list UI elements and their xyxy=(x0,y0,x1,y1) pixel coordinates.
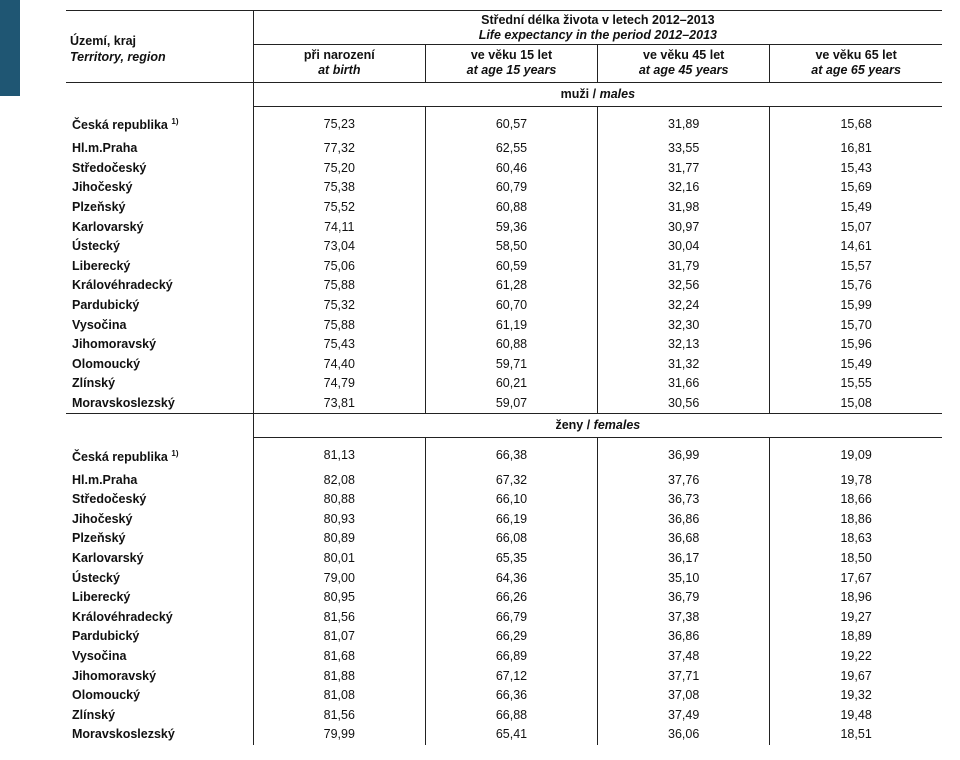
table-row xyxy=(66,217,942,237)
region-name-cell xyxy=(66,647,253,667)
value-cell: 66,10 xyxy=(425,490,597,510)
value-cell: 36,17 xyxy=(598,549,770,569)
value-cell: 31,66 xyxy=(598,374,770,394)
region-name-cell xyxy=(66,529,253,549)
value-cell: 19,48 xyxy=(770,705,942,725)
value-cell: 66,29 xyxy=(425,627,597,647)
value-cell: 79,99 xyxy=(253,725,425,745)
region-name-cell xyxy=(66,198,253,218)
region-name-cell xyxy=(66,276,253,296)
table-row xyxy=(66,529,942,549)
region-name-cell xyxy=(66,107,253,140)
value-cell: 75,38 xyxy=(253,178,425,198)
table-row xyxy=(66,588,942,608)
value-cell: 15,70 xyxy=(770,315,942,335)
table-title-en: Life expectancy in the period 2012–2013 xyxy=(478,28,717,42)
region-name: Pardubický xyxy=(72,629,140,644)
value-cell: 36,73 xyxy=(598,490,770,510)
region-name: Olomoucký xyxy=(72,356,141,371)
region-name: Karlovarský xyxy=(72,550,144,565)
value-cell: 19,27 xyxy=(770,607,942,627)
table-row xyxy=(66,647,942,667)
value-cell: 82,08 xyxy=(253,470,425,490)
region-name: Vysočina xyxy=(72,317,127,332)
value-cell: 73,04 xyxy=(253,237,425,257)
region-name-cell xyxy=(66,705,253,725)
slide-accent-bar xyxy=(0,0,20,96)
region-name: Liberecký xyxy=(72,590,131,605)
value-cell: 19,67 xyxy=(770,666,942,686)
value-cell: 32,13 xyxy=(598,335,770,355)
value-cell: 60,46 xyxy=(425,159,597,179)
value-cell: 15,49 xyxy=(770,355,942,375)
value-cell: 35,10 xyxy=(598,568,770,588)
value-cell: 60,57 xyxy=(425,107,597,140)
table-row xyxy=(66,335,942,355)
value-cell: 79,00 xyxy=(253,568,425,588)
table-row xyxy=(66,237,942,257)
region-name: Jihočeský xyxy=(72,180,133,195)
table-row xyxy=(66,374,942,394)
section-label-cz: muži xyxy=(560,87,590,101)
value-cell: 67,32 xyxy=(425,470,597,490)
region-name: Ústecký xyxy=(72,239,120,254)
value-cell: 15,08 xyxy=(770,394,942,414)
value-cell: 31,79 xyxy=(598,257,770,277)
table-row xyxy=(66,257,942,277)
value-cell: 80,01 xyxy=(253,549,425,569)
value-cell: 31,77 xyxy=(598,159,770,179)
column-header-cz: ve věku 65 let xyxy=(815,48,897,62)
value-cell: 19,32 xyxy=(770,686,942,706)
column-header-en: at birth xyxy=(318,63,361,77)
table-row xyxy=(66,666,942,686)
value-cell: 32,56 xyxy=(598,276,770,296)
region-name-cell xyxy=(66,296,253,316)
region-name: Středočeský xyxy=(72,160,147,175)
table-row xyxy=(66,355,942,375)
value-cell: 80,88 xyxy=(253,490,425,510)
table-row xyxy=(66,107,942,140)
value-cell: 60,70 xyxy=(425,296,597,316)
value-cell: 32,30 xyxy=(598,315,770,335)
value-cell: 15,07 xyxy=(770,217,942,237)
region-name-cell xyxy=(66,159,253,179)
value-cell: 14,61 xyxy=(770,237,942,257)
value-cell: 15,49 xyxy=(770,198,942,218)
region-name-cell xyxy=(66,139,253,159)
value-cell: 67,12 xyxy=(425,666,597,686)
value-cell: 18,86 xyxy=(770,510,942,530)
value-cell: 37,71 xyxy=(598,666,770,686)
value-cell: 33,55 xyxy=(598,139,770,159)
table-body xyxy=(66,83,942,745)
value-cell: 15,96 xyxy=(770,335,942,355)
value-cell: 59,36 xyxy=(425,217,597,237)
region-name: Královéhradecký xyxy=(72,278,173,293)
table-row xyxy=(66,178,942,198)
value-cell: 17,67 xyxy=(770,568,942,588)
value-cell: 60,88 xyxy=(425,335,597,355)
section-header-spacer xyxy=(66,83,253,107)
region-name: Olomoucký xyxy=(72,688,141,703)
section-header-row xyxy=(66,414,942,438)
region-name: Zlínský xyxy=(72,376,116,391)
table-row xyxy=(66,198,942,218)
table-row xyxy=(66,568,942,588)
region-name: Královéhradecký xyxy=(72,609,173,624)
value-cell: 15,43 xyxy=(770,159,942,179)
section-header-row xyxy=(66,83,942,107)
value-cell: 15,69 xyxy=(770,178,942,198)
value-cell: 31,98 xyxy=(598,198,770,218)
value-cell: 30,04 xyxy=(598,237,770,257)
value-cell: 74,79 xyxy=(253,374,425,394)
value-cell: 80,89 xyxy=(253,529,425,549)
table-title-cz: Střední délka života v letech 2012–2013 xyxy=(481,13,715,27)
table-row xyxy=(66,296,942,316)
value-cell: 19,78 xyxy=(770,470,942,490)
value-cell: 75,52 xyxy=(253,198,425,218)
region-name: Liberecký xyxy=(72,258,131,273)
value-cell: 15,76 xyxy=(770,276,942,296)
region-name-cell xyxy=(66,237,253,257)
value-cell: 59,71 xyxy=(425,355,597,375)
region-name: Hl.m.Praha xyxy=(72,472,138,487)
section-label-separator: / xyxy=(583,418,594,433)
table-row xyxy=(66,139,942,159)
value-cell: 75,06 xyxy=(253,257,425,277)
region-name-cell xyxy=(66,374,253,394)
region-name: Karlovarský xyxy=(72,219,144,234)
table-row xyxy=(66,549,942,569)
column-header-at-birth xyxy=(253,45,425,83)
value-cell: 18,66 xyxy=(770,490,942,510)
region-name: Plzeňský xyxy=(72,200,126,215)
region-name-cell xyxy=(66,627,253,647)
section-label-en: females xyxy=(593,418,641,433)
region-header-cz: Území, kraj xyxy=(70,34,137,48)
table-row xyxy=(66,315,942,335)
value-cell: 60,79 xyxy=(425,178,597,198)
value-cell: 18,63 xyxy=(770,529,942,549)
value-cell: 36,06 xyxy=(598,725,770,745)
value-cell: 75,32 xyxy=(253,296,425,316)
table-row xyxy=(66,276,942,296)
region-name: Vysočina xyxy=(72,648,127,663)
value-cell: 19,22 xyxy=(770,647,942,667)
table-row xyxy=(66,725,942,745)
table-row xyxy=(66,394,942,414)
region-name-cell xyxy=(66,686,253,706)
region-name-cell xyxy=(66,257,253,277)
value-cell: 37,38 xyxy=(598,607,770,627)
region-name-cell xyxy=(66,178,253,198)
value-cell: 66,89 xyxy=(425,647,597,667)
section-label xyxy=(253,83,942,107)
value-cell: 37,48 xyxy=(598,647,770,667)
footnote-marker: 1) xyxy=(171,117,179,127)
table-row xyxy=(66,627,942,647)
section-header-spacer xyxy=(66,414,253,438)
value-cell: 61,28 xyxy=(425,276,597,296)
table-row xyxy=(66,470,942,490)
value-cell: 15,57 xyxy=(770,257,942,277)
region-name: Plzeňský xyxy=(72,531,126,546)
column-header-en: at age 65 years xyxy=(811,63,901,77)
value-cell: 31,32 xyxy=(598,355,770,375)
value-cell: 65,41 xyxy=(425,725,597,745)
region-name: Středočeský xyxy=(72,492,147,507)
region-name: Česká republika xyxy=(72,449,168,464)
region-name-cell xyxy=(66,588,253,608)
region-name-cell xyxy=(66,217,253,237)
region-name-cell xyxy=(66,549,253,569)
value-cell: 32,24 xyxy=(598,296,770,316)
value-cell: 80,95 xyxy=(253,588,425,608)
region-name: Ústecký xyxy=(72,570,120,585)
region-column-header xyxy=(66,11,253,83)
value-cell: 32,16 xyxy=(598,178,770,198)
value-cell: 81,88 xyxy=(253,666,425,686)
region-header-en: Territory, region xyxy=(70,50,166,64)
value-cell: 74,11 xyxy=(253,217,425,237)
column-header-en: at age 15 years xyxy=(466,63,557,77)
value-cell: 15,68 xyxy=(770,107,942,140)
table-row xyxy=(66,159,942,179)
region-name: Zlínský xyxy=(72,707,116,722)
value-cell: 81,13 xyxy=(253,438,425,471)
value-cell: 36,86 xyxy=(598,510,770,530)
table-row xyxy=(66,510,942,530)
value-cell: 60,21 xyxy=(425,374,597,394)
value-cell: 19,09 xyxy=(770,438,942,471)
section-label-separator: / xyxy=(589,87,600,101)
value-cell: 61,19 xyxy=(425,315,597,335)
value-cell: 31,89 xyxy=(598,107,770,140)
value-cell: 60,59 xyxy=(425,257,597,277)
value-cell: 66,26 xyxy=(425,588,597,608)
column-header-age-45 xyxy=(598,45,770,83)
region-name-cell xyxy=(66,666,253,686)
value-cell: 36,79 xyxy=(598,588,770,608)
value-cell: 66,19 xyxy=(425,510,597,530)
region-name: Hl.m.Praha xyxy=(72,141,138,156)
value-cell: 75,43 xyxy=(253,335,425,355)
value-cell: 75,20 xyxy=(253,159,425,179)
region-name-cell xyxy=(66,394,253,414)
region-name: Moravskoslezský xyxy=(72,396,175,411)
value-cell: 60,88 xyxy=(425,198,597,218)
value-cell: 80,93 xyxy=(253,510,425,530)
region-name-cell xyxy=(66,315,253,335)
value-cell: 30,56 xyxy=(598,394,770,414)
value-cell: 81,07 xyxy=(253,627,425,647)
value-cell: 75,88 xyxy=(253,315,425,335)
region-name: Pardubický xyxy=(72,298,140,313)
value-cell: 36,99 xyxy=(598,438,770,471)
column-header-en: at age 45 years xyxy=(638,63,729,77)
region-name: Jihočeský xyxy=(72,511,133,526)
column-header-cz: ve věku 15 let xyxy=(470,48,553,62)
value-cell: 77,32 xyxy=(253,139,425,159)
value-cell: 18,96 xyxy=(770,588,942,608)
value-cell: 30,97 xyxy=(598,217,770,237)
life-expectancy-table-container xyxy=(66,10,942,745)
section-label-cz: ženy xyxy=(555,418,584,433)
region-name-cell xyxy=(66,607,253,627)
region-name-cell xyxy=(66,725,253,745)
section-label-en: males xyxy=(599,87,636,101)
column-header-age-65 xyxy=(770,45,942,83)
region-name-cell xyxy=(66,568,253,588)
value-cell: 64,36 xyxy=(425,568,597,588)
value-cell: 15,99 xyxy=(770,296,942,316)
table-row xyxy=(66,607,942,627)
value-cell: 37,08 xyxy=(598,686,770,706)
column-header-cz: při narození xyxy=(303,48,375,62)
value-cell: 59,07 xyxy=(425,394,597,414)
value-cell: 66,38 xyxy=(425,438,597,471)
value-cell: 73,81 xyxy=(253,394,425,414)
value-cell: 36,86 xyxy=(598,627,770,647)
value-cell: 15,55 xyxy=(770,374,942,394)
column-header-age-15 xyxy=(425,45,597,83)
value-cell: 66,79 xyxy=(425,607,597,627)
value-cell: 16,81 xyxy=(770,139,942,159)
value-cell: 62,55 xyxy=(425,139,597,159)
value-cell: 66,36 xyxy=(425,686,597,706)
value-cell: 81,56 xyxy=(253,607,425,627)
region-name-cell xyxy=(66,438,253,471)
region-name-cell xyxy=(66,355,253,375)
value-cell: 74,40 xyxy=(253,355,425,375)
value-cell: 81,08 xyxy=(253,686,425,706)
value-cell: 18,51 xyxy=(770,725,942,745)
value-cell: 81,68 xyxy=(253,647,425,667)
region-name: Moravskoslezský xyxy=(72,727,175,742)
value-cell: 81,56 xyxy=(253,705,425,725)
region-name-cell xyxy=(66,490,253,510)
column-header-cz: ve věku 45 let xyxy=(643,48,725,62)
value-cell: 65,35 xyxy=(425,549,597,569)
section-label xyxy=(253,414,942,438)
region-name-cell xyxy=(66,510,253,530)
value-cell: 18,89 xyxy=(770,627,942,647)
table-row xyxy=(66,438,942,471)
region-name: Jihomoravský xyxy=(72,337,157,352)
table-title xyxy=(253,11,942,45)
region-name-cell xyxy=(66,470,253,490)
region-name: Jihomoravský xyxy=(72,668,157,683)
value-cell: 36,68 xyxy=(598,529,770,549)
value-cell: 18,50 xyxy=(770,549,942,569)
table-row xyxy=(66,705,942,725)
value-cell: 66,88 xyxy=(425,705,597,725)
table-row xyxy=(66,686,942,706)
value-cell: 37,76 xyxy=(598,470,770,490)
value-cell: 58,50 xyxy=(425,237,597,257)
value-cell: 75,23 xyxy=(253,107,425,140)
footnote-marker: 1) xyxy=(171,448,179,458)
value-cell: 37,49 xyxy=(598,705,770,725)
region-name-cell xyxy=(66,335,253,355)
table-row xyxy=(66,490,942,510)
value-cell: 66,08 xyxy=(425,529,597,549)
region-name: Česká republika xyxy=(72,118,168,133)
life-expectancy-table xyxy=(66,10,942,745)
value-cell: 75,88 xyxy=(253,276,425,296)
